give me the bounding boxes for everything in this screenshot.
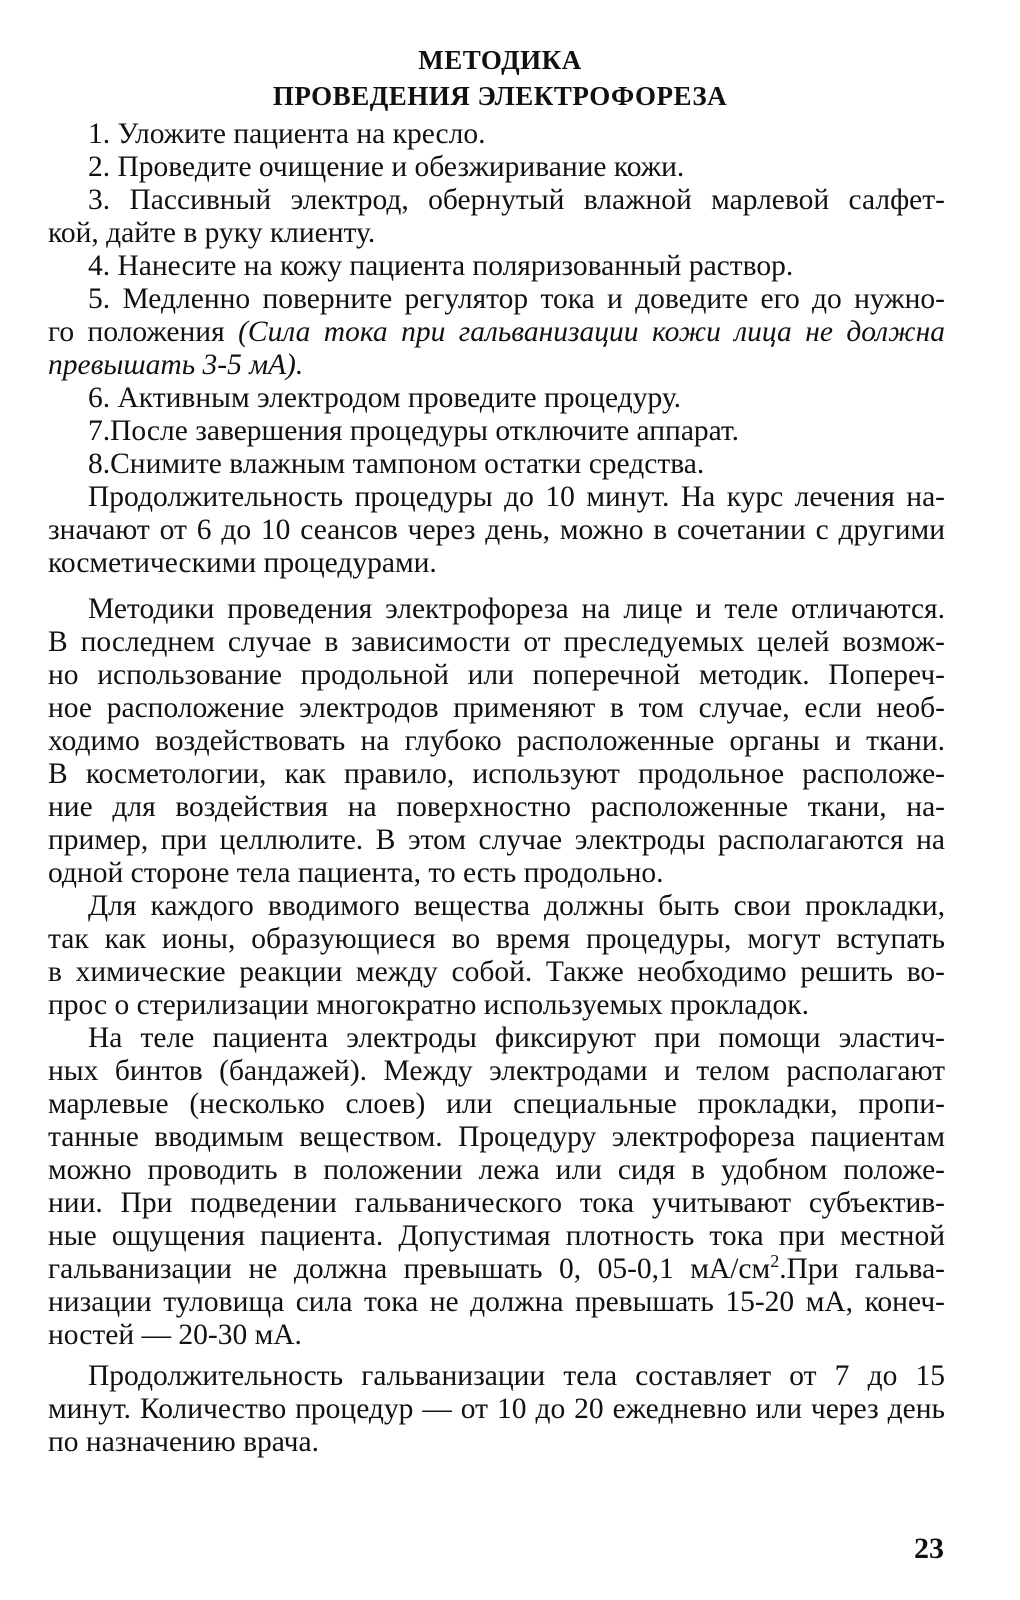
- pads-line-3: в химические реакции между собой. Также необходимо решить во-: [48, 956, 945, 988]
- body-line-6: нии. При подведении гальванического тока учитывают субъектив-: [48, 1187, 945, 1219]
- superscript-2: 2: [770, 1251, 780, 1272]
- step-3-line-2: кой, дайте в руку клиенту.: [48, 217, 376, 249]
- body-line-3: марлевые (несколько слоев) или специальные прокладки, пропи-: [48, 1088, 945, 1120]
- page-number: 23: [914, 1532, 944, 1565]
- step-5-line-3: превышать 3-5 мА).: [48, 349, 304, 381]
- step-1: 1. Уложите пациента на кресло.: [88, 118, 486, 150]
- step-7: 7.После завершения процедуры отключите аппарат.: [88, 415, 740, 447]
- methods-line-6: В косметологии, как правило, используют продольное расположе-: [48, 758, 945, 790]
- pads-line-2: так как ионы, образующиеся во время процедуры, могут вступать: [48, 923, 945, 955]
- methods-line-1: Методики проведения электрофореза на лице и теле отличаются.: [88, 593, 945, 625]
- body-line-5: можно проводить в положении лежа или сидя в удобном положе-: [48, 1154, 945, 1186]
- galv-duration-line-1: Продолжительность гальванизации тела составляет от 7 до 15: [88, 1360, 945, 1392]
- body-line-8-tail: .При гальва-: [779, 1253, 946, 1285]
- step-6: 6. Активным электродом проведите процедуру.: [88, 382, 682, 414]
- methods-line-5: ходимо воздействовать на глубоко расположенные органы и ткани.: [48, 725, 945, 757]
- body-line-4: танные вводимым веществом. Процедуру электрофореза пациентам: [48, 1121, 945, 1153]
- step-3-line-1: 3. Пассивный электрод, обернутый влажной марлевой салфет-: [88, 184, 945, 216]
- body-line-10: ностей — 20-30 мА.: [48, 1319, 302, 1351]
- step-5-italic-note: (Сила тока при гальванизации кожи лица не должна: [238, 316, 945, 348]
- body-line-7: ные ощущения пациента. Допустимая плотность тока при местной: [48, 1220, 945, 1252]
- duration-line-3: косметическими процедурами.: [48, 547, 437, 579]
- methods-line-7: ние для воздействия на поверхностно расположенные ткани, на-: [48, 791, 945, 823]
- duration-line-1: Продолжительность процедуры до 10 минут. На курс лечения на-: [88, 481, 945, 513]
- step-5-line-2: [48, 314, 945, 350]
- step-2: 2. Проведите очищение и обезжиривание кожи.: [88, 151, 685, 183]
- page-title-line-1: МЕТОДИКА: [418, 45, 582, 75]
- methods-line-9: одной стороне тела пациента, то есть продольно.: [48, 857, 664, 889]
- body-line-1: На теле пациента электроды фиксируют при помощи эластич-: [88, 1022, 945, 1054]
- pads-line-1: Для каждого вводимого вещества должны быть свои прокладки,: [88, 890, 945, 922]
- step-5-line-1: 5. Медленно поверните регулятор тока и доведите его до нужно-: [88, 283, 945, 315]
- step-4: 4. Нанесите на кожу пациента поляризованный раствор.: [88, 250, 794, 282]
- body-line-2: ных бинтов (бандажей). Между электродами и телом располагают: [48, 1055, 945, 1087]
- body-line-8-text: гальванизации не должна превышать 0, 05-0,1 мА/см: [48, 1253, 771, 1285]
- galv-duration-line-2: минут. Количество процедур — от 10 до 20 ежедневно или через день: [48, 1393, 945, 1425]
- methods-line-4: ное расположение электродов применяют в том случае, если необ-: [48, 692, 945, 724]
- step-8: 8.Снимите влажным тампоном остатки средства.: [88, 448, 705, 480]
- galv-duration-line-3: по назначению врача.: [48, 1426, 319, 1458]
- page-title-line-2: ПРОВЕДЕНИЯ ЭЛЕКТРОФОРЕЗА: [272, 81, 728, 111]
- body-line-9: низации туловища сила тока не должна превышать 15-20 мА, конеч-: [48, 1286, 945, 1318]
- pads-line-4: прос о стерилизации многократно используемых прокладок.: [48, 989, 809, 1021]
- body-line-8: [48, 1251, 945, 1287]
- methods-line-8: пример, при целлюлите. В этом случае электроды располагаются на: [48, 824, 945, 856]
- step-5-text: го положения: [48, 316, 225, 348]
- methods-line-3: но использование продольной или поперечной методик. Попереч-: [48, 659, 945, 691]
- duration-line-2: значают от 6 до 10 сеансов через день, можно в сочетании с другими: [48, 514, 945, 546]
- methods-line-2: В последнем случае в зависимости от преследуемых целей возмож-: [48, 626, 945, 658]
